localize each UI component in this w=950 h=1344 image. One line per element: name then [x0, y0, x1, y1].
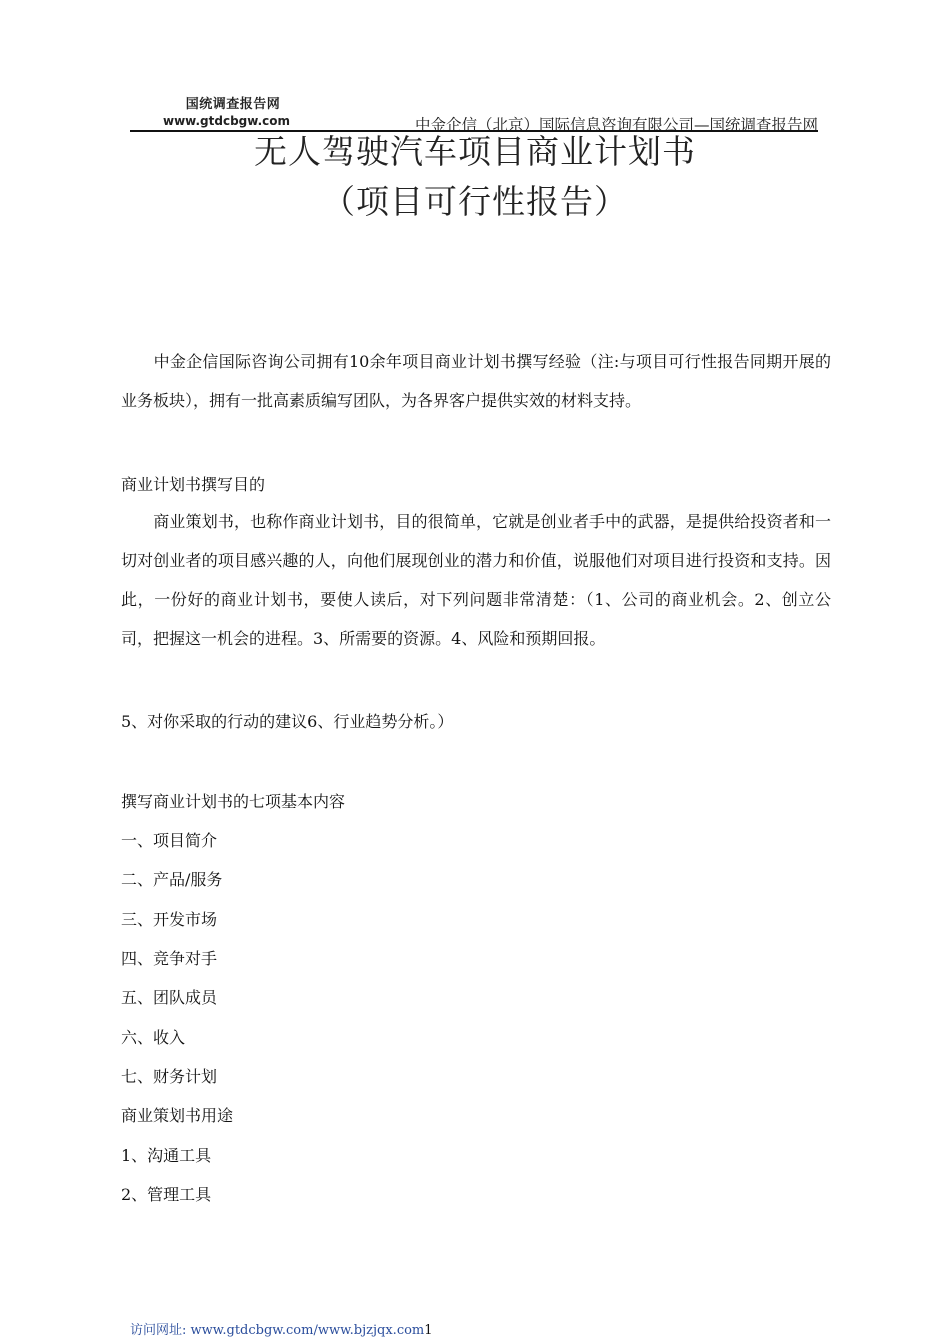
footer-url-link[interactable]: www.gtdcbgw.com/www.bjzjqx.com	[190, 1323, 425, 1338]
purpose-last-line: 5、对你采取的行动的建议6、行业趋势分析。）	[121, 712, 454, 731]
list-item: 2、管理工具	[121, 1185, 212, 1204]
purpose-heading: 商业计划书撰写目的	[121, 475, 266, 494]
purpose-paragraph: 商业策划书，也称作商业计划书，目的很简单，它就是创业者手中的武器，是提供给投资者和一切对创业者的项目感兴趣的人，向他们展现创业的潜力和价值，说服他们对项目进行投资和支持。因此，一份好的商业计划书，要使人读后，对下列问题非常清楚：（1、公司的商业机会。2、创立公司，把握这一机会的进程。3、所需要的资源。4、风险和预期回报。	[121, 512, 831, 648]
contents-heading: 撰写商业计划书的七项基本内容	[121, 792, 346, 811]
document-title: 无人驾驶汽车项目商业计划书	[254, 132, 696, 171]
list-item: 三、开发市场	[121, 910, 218, 929]
usage-heading: 商业策划书用途	[121, 1106, 234, 1125]
list-item: 七、财务计划	[121, 1067, 218, 1086]
page-footer	[130, 1319, 433, 1338]
list-item: 六、收入	[121, 1028, 186, 1047]
list-item: 四、竞争对手	[121, 949, 218, 968]
footer-label: 访问网址:	[130, 1323, 187, 1338]
list-item: 五、团队成员	[121, 988, 218, 1007]
site-logo	[163, 93, 303, 128]
document-subtitle: （项目可行性报告）	[322, 182, 628, 221]
list-item: 一、项目简介	[121, 831, 218, 850]
logo-title: 国统调查报告网	[185, 97, 281, 112]
list-item: 二、产品/服务	[121, 870, 223, 889]
header-organization: 中金企信（北京）国际信息咨询有限公司—国统调查报告网	[414, 116, 818, 134]
logo-url: www.gtdcbgw.com	[163, 114, 290, 128]
intro-paragraph: 中金企信国际咨询公司拥有10余年项目商业计划书撰写经验（注:与项目可行性报告同期开展的业务板块），拥有一批高素质编写团队，为各界客户提供实效的材料支持。	[121, 352, 831, 410]
list-item: 1、沟通工具	[121, 1146, 212, 1165]
page-number: 1	[424, 1323, 433, 1338]
